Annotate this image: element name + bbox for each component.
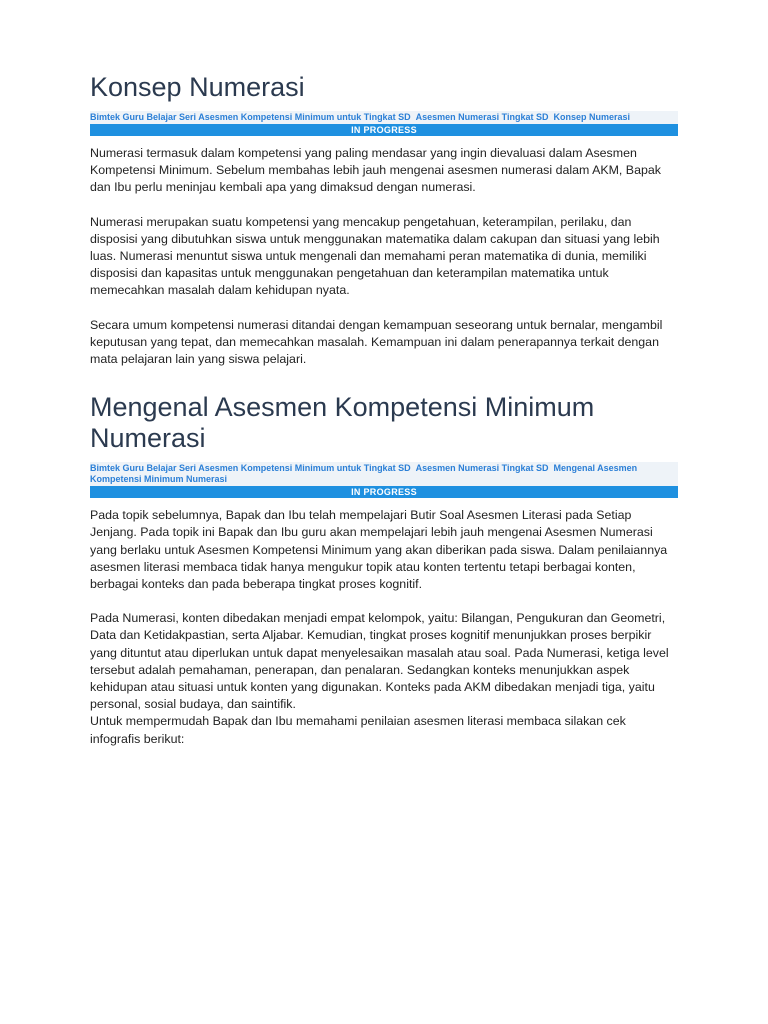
paragraph: Secara umum kompetensi numerasi ditandai dengan kemampuan seseorang untuk bernalar, mengambil keputusan yang tepat, dan memecahkan masalah. Kemampuan ini dalam penerapannya terkait dengan mata pelajaran lain yang siswa pelajari. bbox=[90, 317, 663, 367]
status-badge: IN PROGRESS bbox=[90, 124, 678, 136]
paragraph: Untuk mempermudah Bapak dan Ibu memahami penilaian asesmen literasi membaca silakan cek infografis berikut: bbox=[90, 714, 626, 746]
status-badge: IN PROGRESS bbox=[90, 486, 678, 498]
breadcrumb-link[interactable]: Asesmen Numerasi Tingkat SD bbox=[415, 463, 549, 474]
section-title: Mengenal Asesmen Kompetensi Minimum Numerasi bbox=[90, 392, 595, 454]
breadcrumb-link[interactable]: Mengenal Asesmen Kompetensi Minimum Numerasi bbox=[90, 463, 638, 485]
paragraph: Pada topik sebelumnya, Bapak dan Ibu telah mempelajari Butir Soal Asesmen Literasi pada Setiap Jenjang. Pada topik ini Bapak dan Ibu guru akan mempelajari lebih jauh mengenai Asesmen Numerasi yang berlaku untuk Asesmen Kompetensi Minimum yang akan diberikan pada siswa. Dalam penilaiannya asesmen literasi membaca tidak hanya mengukur topik atau konten tertentu tetapi berbagai konten, berbagai konteks dan pada beberapa tingkat proses kognitif. bbox=[90, 508, 668, 592]
paragraph: Pada Numerasi, konten dibedakan menjadi empat kelompok, yaitu: Bilangan, Pengukuran dan Geometri, Data dan Ketidakpastian, serta Aljabar. Kemudian, tingkat proses kognitif menunjukkan proses berpikir yang dituntut atau diperlukan untuk dapat menyelesaikan masalah atau soal. Pada Numerasi, ketiga level tersebut adalah pemahaman, penerapan, dan penalaran. Sedangkan konteks menunjukkan aspek kehidupan atau situasi untuk konten yang digunakan. Konteks pada AKM dibedakan menjadi tiga, yaitu personal, sosial budaya, dan saintifik. bbox=[90, 611, 669, 712]
paragraph: Numerasi termasuk dalam kompetensi yang paling mendasar yang ingin dievaluasi dalam Asesmen Kompetensi Minimum. Sebelum membahas lebih jauh mengenai asesmen numerasi dalam AKM, Bapak dan Ibu perlu meninjau kembali apa yang dimaksud dengan numerasi. bbox=[90, 146, 661, 195]
breadcrumb bbox=[90, 111, 678, 124]
breadcrumb-link[interactable]: Konsep Numerasi bbox=[553, 112, 630, 122]
paragraph: Numerasi merupakan suatu kompetensi yang mencakup pengetahuan, keterampilan, perilaku, dan disposisi yang dibutuhkan siswa untuk menggunakan matematika dalam cakupan dan situasi yang lebih luas. Numerasi menuntut siswa untuk mengenali dan memahami peran matematika di dunia, memiliki disposisi dan kapasitas untuk menggunakan pengetahuan dan keterampilan matematika untuk memecahkan masalah dalam kehidupan nyata. bbox=[90, 214, 660, 298]
breadcrumb-link[interactable]: Bimtek Guru Belajar Seri Asesmen Kompetensi Minimum untuk Tingkat SD bbox=[90, 112, 411, 122]
section-title: Konsep Numerasi bbox=[90, 72, 305, 102]
breadcrumb-link[interactable]: Asesmen Numerasi Tingkat SD bbox=[415, 112, 549, 122]
breadcrumb-link[interactable]: Bimtek Guru Belajar Seri Asesmen Kompetensi Minimum untuk Tingkat SD bbox=[90, 463, 411, 474]
breadcrumb bbox=[90, 462, 678, 486]
document-page bbox=[90, 66, 678, 748]
